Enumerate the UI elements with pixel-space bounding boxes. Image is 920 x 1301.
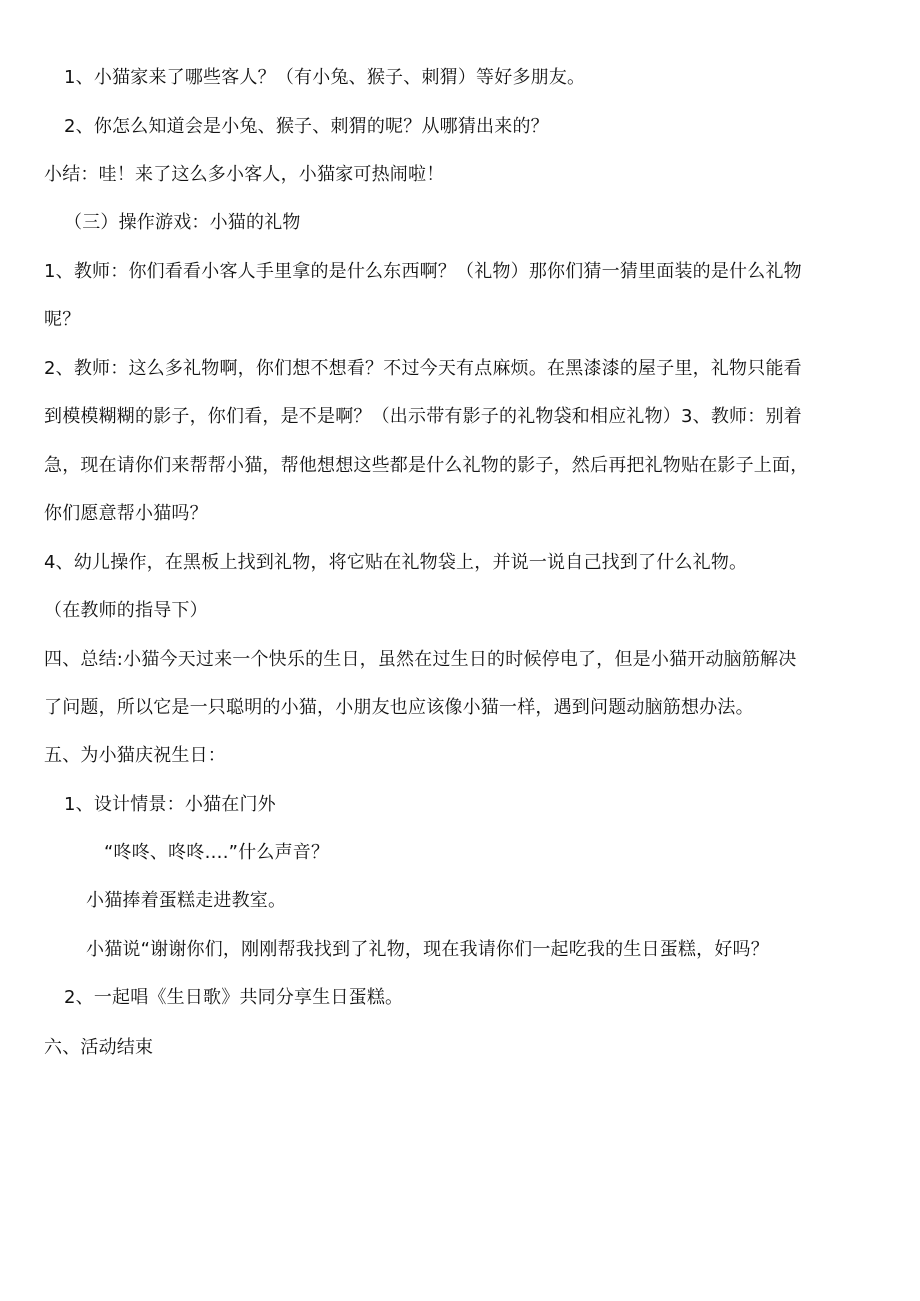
text-line-1: 1、小猫家来了哪些客人？（有小兔、猴子、刺猬）等好多朋友。 [64,67,586,88]
text-line-19: 小猫说“谢谢你们，刚刚帮我找到了礼物，现在我请你们一起吃我的生日蛋糕，好吗？ [86,939,769,960]
text-line-12: （在教师的指导下） [44,600,208,621]
text-line-9: 急，现在请你们来帮帮小猫，帮他想想这些都是什么礼物的影子，然后再把礼物贴在影子上面， [44,455,809,476]
text-line-16: 1、设计情景：小猫在门外 [64,794,276,815]
section-heading-celebrate: 五、为小猫庆祝生日： [44,745,226,766]
section-heading-game: （三）操作游戏：小猫的礼物 [64,212,301,233]
text-line-8: 到模模糊糊的影子，你们看，是不是啊？（出示带有影子的礼物袋和相应礼物）3、教师：别着 [44,406,802,427]
text-line-20: 2、一起唱《生日歌》共同分享生日蛋糕。 [64,987,404,1008]
text-line-7: 2、教师：这么多礼物啊，你们想不想看？不过今天有点麻烦。在黑漆漆的屋子里，礼物只能看 [44,358,802,379]
text-line-6: 呢？ [44,309,81,330]
section-heading-end: 六、活动结束 [44,1037,154,1058]
text-line-18: 小猫捧着蛋糕走进教室。 [86,890,287,911]
text-line-3: 小结：哇！来了这么多小客人，小猫家可热闹啦！ [44,164,445,185]
section-heading-summary: 四、总结:小猫今天过来一个快乐的生日，虽然在过生日的时候停电了，但是小猫开动脑筋解决 [44,649,797,670]
text-line-11: 4、幼儿操作，在黑板上找到礼物，将它贴在礼物袋上，并说一说自己找到了什么礼物。 [44,552,748,573]
text-line-17: “咚咚、咚咚….”什么声音？ [104,842,330,863]
text-line-5: 1、教师：你们看看小客人手里拿的是什么东西啊？（礼物）那你们猜一猜里面装的是什么礼物 [44,261,802,282]
text-line-14: 了问题，所以它是一只聪明的小猫，小朋友也应该像小猫一样，遇到问题动脑筋想办法。 [44,697,754,718]
text-line-2: 2、你怎么知道会是小兔、猴子、刺猬的呢？从哪猜出来的？ [64,116,549,137]
text-line-10: 你们愿意帮小猫吗？ [44,503,208,524]
